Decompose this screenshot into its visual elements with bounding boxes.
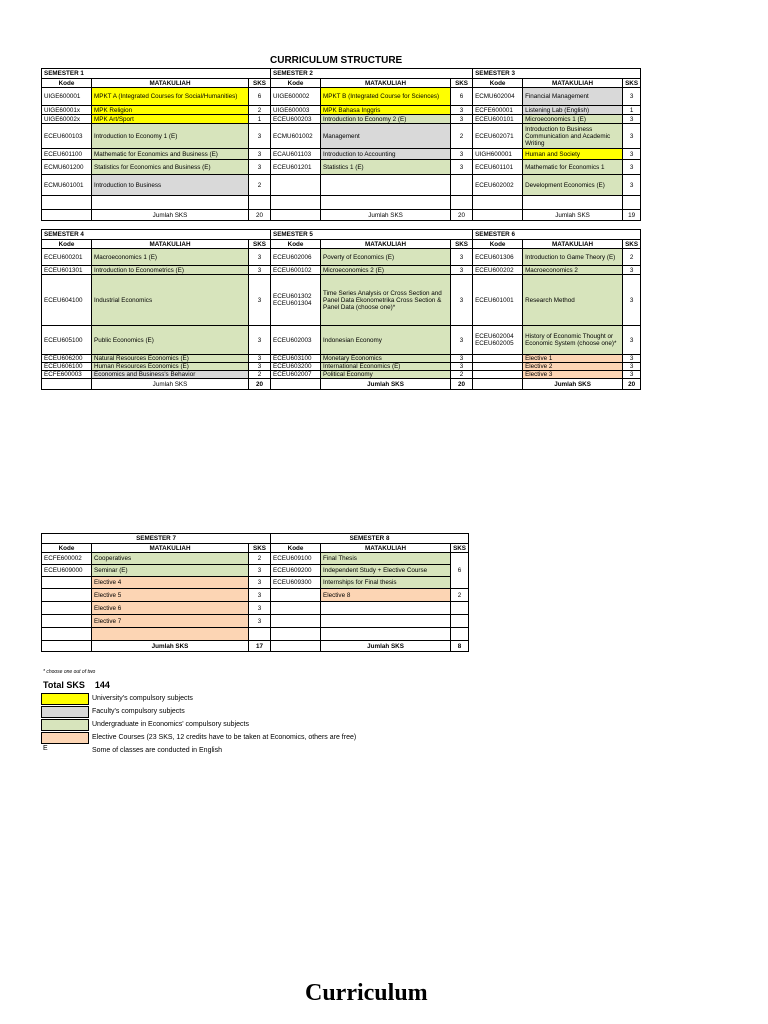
column-header-kode: Kode xyxy=(271,79,321,88)
course-row xyxy=(42,615,469,628)
course-name xyxy=(523,196,623,210)
course-code: ECEU602006 xyxy=(271,249,321,266)
course-code xyxy=(473,371,523,379)
course-row xyxy=(42,160,641,175)
course-sks: 3 xyxy=(623,363,641,371)
course-sks: 3 xyxy=(249,266,271,275)
total-label: Jumlah SKS xyxy=(92,379,249,390)
course-sks: 6 xyxy=(451,88,473,106)
course-name: Macroeconomics 1 (E) xyxy=(92,249,249,266)
column-header-matakuliah: MATAKULIAH xyxy=(321,544,451,553)
semester-4-6-table xyxy=(41,229,641,390)
course-sks: 3 xyxy=(249,275,271,326)
legend-item xyxy=(41,744,356,757)
course-name xyxy=(92,628,249,641)
course-code xyxy=(271,196,321,210)
total-label: Jumlah SKS xyxy=(523,210,623,221)
legend-text: Faculty's compulsory subjects xyxy=(92,708,185,715)
course-row xyxy=(42,565,469,577)
legend-item xyxy=(41,718,356,731)
course-code: ECEU603200 xyxy=(271,363,321,371)
course-sks: 3 xyxy=(623,149,641,160)
course-sks: 3 xyxy=(249,355,271,363)
course-sks xyxy=(249,628,271,641)
course-row xyxy=(42,115,641,124)
course-code xyxy=(473,196,523,210)
course-name: Time Series Analysis or Cross Section and Panel Data Ekonometrika Cross Section & Panel Data (choose one)* xyxy=(321,275,451,326)
course-code: ECEU605100 xyxy=(42,326,92,355)
course-sks: 3 xyxy=(451,266,473,275)
course-code: ECEU609200 xyxy=(271,565,321,577)
course-name: Elective 7 xyxy=(92,615,249,628)
course-code: ECEU604100 xyxy=(42,275,92,326)
course-row xyxy=(42,577,469,589)
course-name: Elective 3 xyxy=(523,371,623,379)
course-code xyxy=(271,615,321,628)
course-name: Human and Society xyxy=(523,149,623,160)
course-name: History of Economic Thought or Economic System (choose one)* xyxy=(523,326,623,355)
course-code: ECEU601201 xyxy=(271,160,321,175)
course-name: Introduction to Game Theory (E) xyxy=(523,249,623,266)
course-name: Cooperatives xyxy=(92,553,249,565)
column-header-matakuliah: MATAKULIAH xyxy=(92,240,249,249)
course-name: Macroeconomics 2 xyxy=(523,266,623,275)
total-sks xyxy=(43,680,110,690)
course-row xyxy=(42,196,641,210)
course-name: Statistics for Economics and Business (E) xyxy=(92,160,249,175)
course-sks: 3 xyxy=(451,355,473,363)
course-name: Political Economy xyxy=(321,371,451,379)
column-header-kode: Kode xyxy=(42,240,92,249)
footer-title: Curriculum xyxy=(305,980,428,1006)
course-row xyxy=(42,628,469,641)
course-sks xyxy=(451,577,469,589)
legend-item xyxy=(41,692,356,705)
course-name: Elective 8 xyxy=(321,589,451,602)
course-row xyxy=(42,149,641,160)
course-sks xyxy=(451,196,473,210)
total-empty xyxy=(473,210,523,221)
course-name: International Economics (E) xyxy=(321,363,451,371)
total-sks-value: 144 xyxy=(94,680,110,690)
course-code: ECEU601001 xyxy=(473,275,523,326)
course-code: ECEU603100 xyxy=(271,355,321,363)
course-name: Internships for Final thesis xyxy=(321,577,451,589)
course-code xyxy=(42,615,92,628)
total-row xyxy=(42,641,469,652)
semester-header-row xyxy=(42,230,641,240)
course-code: ECEU601301 xyxy=(42,266,92,275)
total-value: 20 xyxy=(249,379,271,390)
course-sks xyxy=(451,175,473,196)
course-name: Introduction to Economy 1 (E) xyxy=(92,124,249,149)
course-sks: 6 xyxy=(249,88,271,106)
column-header-sks: SKS xyxy=(451,544,469,553)
course-sks: 3 xyxy=(623,275,641,326)
total-label: Jumlah SKS xyxy=(321,379,451,390)
legend-swatch xyxy=(41,719,89,731)
course-name: Development Economics (E) xyxy=(523,175,623,196)
course-name: Introduction to Accounting xyxy=(321,149,451,160)
course-sks: 1 xyxy=(623,106,641,115)
column-header-matakuliah: MATAKULIAH xyxy=(321,79,451,88)
column-header-sks: SKS xyxy=(451,240,473,249)
column-header-matakuliah: MATAKULIAH xyxy=(321,240,451,249)
course-name xyxy=(92,196,249,210)
total-empty xyxy=(42,210,92,221)
legend-text: University's compulsory subjects xyxy=(92,695,193,702)
legend-swatch xyxy=(41,693,89,705)
course-name: MPKT B (Integrated Course for Sciences) xyxy=(321,88,451,106)
course-code: ECEU602007 xyxy=(271,371,321,379)
course-name: Final Thesis xyxy=(321,553,451,565)
course-sks: 3 xyxy=(249,160,271,175)
choose-one-note: * choose one out of two xyxy=(43,669,96,675)
course-name: MPK Religion xyxy=(92,106,249,115)
course-name: Microeconomics 2 (E) xyxy=(321,266,451,275)
course-code: ECEU600101 xyxy=(473,115,523,124)
course-name: Monetary Economics xyxy=(321,355,451,363)
course-code: ECEU600103 xyxy=(42,124,92,149)
course-sks xyxy=(249,196,271,210)
course-code: ECEU601306 xyxy=(473,249,523,266)
course-name: Seminar (E) xyxy=(92,565,249,577)
course-code: ECFE600002 xyxy=(42,553,92,565)
semester-label: SEMESTER 2 xyxy=(271,69,473,79)
course-code: ECAU601103 xyxy=(271,149,321,160)
course-sks: 3 xyxy=(451,115,473,124)
course-row xyxy=(42,355,641,363)
total-row xyxy=(42,379,641,390)
course-code: UIGH600001 xyxy=(473,149,523,160)
total-label: Jumlah SKS xyxy=(92,641,249,652)
course-sks xyxy=(623,196,641,210)
total-empty xyxy=(271,379,321,390)
course-sks: 3 xyxy=(451,363,473,371)
total-empty xyxy=(271,210,321,221)
course-name: Independent Study + Elective Course xyxy=(321,565,451,577)
semester-header-row xyxy=(42,534,469,544)
course-sks: 3 xyxy=(249,589,271,602)
course-name: Research Method xyxy=(523,275,623,326)
course-name: Natural Resources Economics (E) xyxy=(92,355,249,363)
course-code: UIGE60001x xyxy=(42,106,92,115)
course-code: ECEU609300 xyxy=(271,577,321,589)
course-name: Financial Management xyxy=(523,88,623,106)
legend-text: Some of classes are conducted in English xyxy=(92,747,222,754)
semester-label: SEMESTER 4 xyxy=(42,230,271,240)
course-sks: 3 xyxy=(451,249,473,266)
course-code xyxy=(42,589,92,602)
course-row xyxy=(42,266,641,275)
course-sks: 2 xyxy=(249,553,271,565)
column-header-matakuliah: MATAKULIAH xyxy=(92,544,249,553)
course-name: Introduction to Economy 2 (E) xyxy=(321,115,451,124)
course-row xyxy=(42,249,641,266)
course-sks: 3 xyxy=(249,602,271,615)
course-sks: 6 xyxy=(451,565,469,577)
course-sks: 2 xyxy=(623,249,641,266)
legend-item xyxy=(41,705,356,718)
course-name: Mathematic for Economics and Business (E) xyxy=(92,149,249,160)
course-sks: 3 xyxy=(623,355,641,363)
page-title: CURRICULUM STRUCTURE xyxy=(270,55,403,66)
total-value: 8 xyxy=(451,641,469,652)
course-name: Listening Lab (English) xyxy=(523,106,623,115)
course-name: MPK Bahasa Inggris xyxy=(321,106,451,115)
legend-text: Elective Courses (23 SKS, 12 credits have to be taken at Economics, others are free) xyxy=(92,734,357,741)
legend xyxy=(41,692,356,757)
semester-1-3-table xyxy=(41,68,641,221)
course-code: ECEU600202 xyxy=(473,266,523,275)
column-header-matakuliah: MATAKULIAH xyxy=(92,79,249,88)
column-header-sks: SKS xyxy=(623,240,641,249)
course-code: ECEU602002 xyxy=(473,175,523,196)
course-name: Microeconomics 1 (E) xyxy=(523,115,623,124)
course-row xyxy=(42,326,641,355)
course-sks: 3 xyxy=(623,115,641,124)
course-row xyxy=(42,175,641,196)
column-header-kode: Kode xyxy=(271,544,321,553)
course-name: Poverty of Economics (E) xyxy=(321,249,451,266)
course-row xyxy=(42,88,641,106)
course-name xyxy=(321,615,451,628)
course-sks: 3 xyxy=(249,363,271,371)
course-sks: 2 xyxy=(451,124,473,149)
course-row xyxy=(42,275,641,326)
total-empty xyxy=(42,379,92,390)
course-row xyxy=(42,106,641,115)
course-name: Mathematic for Economics 1 xyxy=(523,160,623,175)
course-sks: 3 xyxy=(451,149,473,160)
total-label: Jumlah SKS xyxy=(92,210,249,221)
course-code: ECMU601002 xyxy=(271,124,321,149)
course-name: Economics and Business's Behavior xyxy=(92,371,249,379)
course-code: ECEU600203 xyxy=(271,115,321,124)
total-label: Jumlah SKS xyxy=(523,379,623,390)
course-sks: 3 xyxy=(249,326,271,355)
semester-label: SEMESTER 8 xyxy=(271,534,469,544)
column-header-row xyxy=(42,544,469,553)
course-code: ECEU601100 xyxy=(42,149,92,160)
total-label: Jumlah SKS xyxy=(321,641,451,652)
course-name: Public Economics (E) xyxy=(92,326,249,355)
course-code: ECFE600001 xyxy=(473,106,523,115)
total-value: 19 xyxy=(623,210,641,221)
course-sks xyxy=(451,553,469,565)
course-row xyxy=(42,589,469,602)
course-code xyxy=(42,577,92,589)
course-code xyxy=(271,602,321,615)
total-empty xyxy=(42,641,92,652)
total-empty xyxy=(271,641,321,652)
course-code xyxy=(42,628,92,641)
column-header-kode: Kode xyxy=(473,240,523,249)
total-label: Jumlah SKS xyxy=(321,210,451,221)
course-code: ECEU600102 xyxy=(271,266,321,275)
course-code: UIGE60002x xyxy=(42,115,92,124)
column-header-kode: Kode xyxy=(42,79,92,88)
course-sks: 2 xyxy=(249,175,271,196)
course-sks xyxy=(451,615,469,628)
course-code: ECEU602003 xyxy=(271,326,321,355)
column-header-sks: SKS xyxy=(249,240,271,249)
course-name: Introduction to Business xyxy=(92,175,249,196)
course-sks: 3 xyxy=(623,326,641,355)
course-name xyxy=(321,175,451,196)
course-code xyxy=(271,628,321,641)
semester-label: SEMESTER 3 xyxy=(473,69,641,79)
column-header-kode: Kode xyxy=(473,79,523,88)
course-sks: 3 xyxy=(249,615,271,628)
course-name: Introduction to Business Communication and Academic Writing xyxy=(523,124,623,149)
course-code xyxy=(473,355,523,363)
column-header-kode: Kode xyxy=(42,544,92,553)
total-value: 20 xyxy=(451,379,473,390)
course-name: Human Resources Economics (E) xyxy=(92,363,249,371)
course-code xyxy=(473,363,523,371)
course-sks: 2 xyxy=(249,106,271,115)
course-name: Industrial Economics xyxy=(92,275,249,326)
legend-item xyxy=(41,731,356,744)
course-name: Elective 6 xyxy=(92,602,249,615)
semester-label: SEMESTER 1 xyxy=(42,69,271,79)
course-name: Elective 5 xyxy=(92,589,249,602)
semester-label: SEMESTER 5 xyxy=(271,230,473,240)
legend-swatch xyxy=(41,706,89,718)
course-row xyxy=(42,553,469,565)
course-code: ECMU601200 xyxy=(42,160,92,175)
course-code xyxy=(271,175,321,196)
semester-header-row xyxy=(42,69,641,79)
course-sks: 3 xyxy=(623,266,641,275)
semester-label: SEMESTER 6 xyxy=(473,230,641,240)
column-header-sks: SKS xyxy=(249,544,271,553)
course-code: ECEU609000 xyxy=(42,565,92,577)
course-sks: 3 xyxy=(249,565,271,577)
course-sks: 2 xyxy=(451,371,473,379)
column-header-row xyxy=(42,79,641,88)
course-name: Elective 2 xyxy=(523,363,623,371)
course-sks: 3 xyxy=(249,249,271,266)
course-name xyxy=(321,628,451,641)
course-code: ECEU602004 ECEU602005 xyxy=(473,326,523,355)
course-code: ECEU601101 xyxy=(473,160,523,175)
course-code: ECEU609100 xyxy=(271,553,321,565)
course-code: ECEU606200 xyxy=(42,355,92,363)
course-code: UIGE600003 xyxy=(271,106,321,115)
course-code xyxy=(42,602,92,615)
course-code: ECEU606100 xyxy=(42,363,92,371)
course-sks: 3 xyxy=(623,371,641,379)
course-code: ECEU600201 xyxy=(42,249,92,266)
course-sks: 3 xyxy=(249,124,271,149)
column-header-row xyxy=(42,240,641,249)
column-header-sks: SKS xyxy=(451,79,473,88)
total-row xyxy=(42,210,641,221)
course-sks: 3 xyxy=(623,88,641,106)
course-name xyxy=(321,196,451,210)
column-header-sks: SKS xyxy=(623,79,641,88)
column-header-matakuliah: MATAKULIAH xyxy=(523,240,623,249)
semester-label: SEMESTER 7 xyxy=(42,534,271,544)
column-header-sks: SKS xyxy=(249,79,271,88)
course-code: ECMU602004 xyxy=(473,88,523,106)
course-code xyxy=(271,589,321,602)
course-code: ECMU601001 xyxy=(42,175,92,196)
column-header-kode: Kode xyxy=(271,240,321,249)
course-row xyxy=(42,371,641,379)
course-sks: 2 xyxy=(451,589,469,602)
course-sks: 3 xyxy=(451,160,473,175)
legend-text: Undergraduate in Economics' compulsory subjects xyxy=(92,721,249,728)
course-sks: 3 xyxy=(623,124,641,149)
course-sks: 3 xyxy=(623,160,641,175)
course-sks: 3 xyxy=(249,577,271,589)
course-sks: 3 xyxy=(451,106,473,115)
course-sks: 3 xyxy=(451,275,473,326)
course-name: Statistics 1 (E) xyxy=(321,160,451,175)
course-sks xyxy=(451,628,469,641)
course-code: ECFE600003 xyxy=(42,371,92,379)
total-empty xyxy=(473,379,523,390)
course-code xyxy=(42,196,92,210)
course-name: Introduction to Econometrics (E) xyxy=(92,266,249,275)
course-sks: 3 xyxy=(451,326,473,355)
column-header-matakuliah: MATAKULIAH xyxy=(523,79,623,88)
course-row xyxy=(42,363,641,371)
course-sks: 1 xyxy=(249,115,271,124)
course-name: Elective 4 xyxy=(92,577,249,589)
total-value: 20 xyxy=(451,210,473,221)
course-sks: 3 xyxy=(623,175,641,196)
course-code: UIGE600002 xyxy=(271,88,321,106)
legend-mark: E xyxy=(43,744,48,752)
total-value: 20 xyxy=(249,210,271,221)
course-name: Management xyxy=(321,124,451,149)
course-name xyxy=(321,602,451,615)
legend-swatch xyxy=(41,732,89,744)
course-code: ECEU601302 ECEU601304 xyxy=(271,275,321,326)
course-row xyxy=(42,602,469,615)
semester-7-8-table xyxy=(41,533,469,652)
total-value: 20 xyxy=(623,379,641,390)
course-code: ECEU602071 xyxy=(473,124,523,149)
total-value: 17 xyxy=(249,641,271,652)
course-row xyxy=(42,124,641,149)
course-code: UIGE600001 xyxy=(42,88,92,106)
total-sks-label: Total SKS xyxy=(43,680,85,690)
course-name: MPKT A (Integrated Courses for Social/Humanities) xyxy=(92,88,249,106)
course-name: Elective 1 xyxy=(523,355,623,363)
course-name: MPK Art/Sport xyxy=(92,115,249,124)
course-sks: 3 xyxy=(249,149,271,160)
course-sks: 2 xyxy=(249,371,271,379)
course-name: Indonesian Economy xyxy=(321,326,451,355)
course-sks xyxy=(451,602,469,615)
